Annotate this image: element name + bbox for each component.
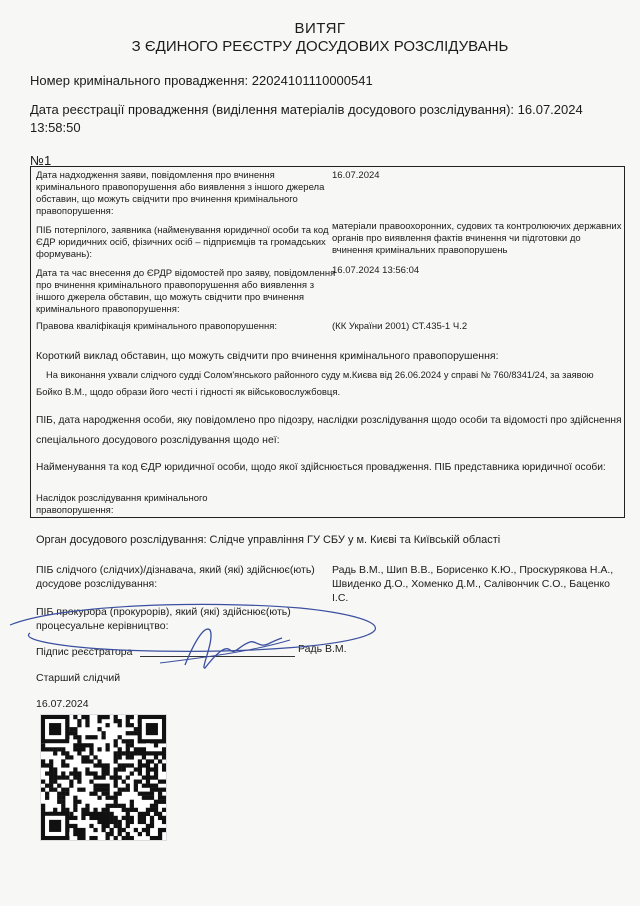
table-row-label: ПІБ потерпілого, заявника (найменування юридичної особи та код ЄДР юридичних осіб, фізичних осіб – підприємців та громадських формувань): [36,225,329,260]
document-subtitle: З ЄДИНОГО РЕЄСТРУ ДОСУДОВИХ РОЗСЛІДУВАНЬ [131,38,509,55]
registrar-signature-label: Підпис реєстратора [36,646,133,658]
table-row-label: Дата надходження заяви, повідомлення про вчинення кримінального правопорушення або виявлення з іншого джерела обставин, що можуть свідчити про вчинення кримінального правопорушення: [36,170,325,217]
investigators-value-3: І.С. [332,592,349,604]
table-row-value: 16.07.2024 [332,170,380,181]
handwritten-signature [0,600,640,680]
table-row-label: Правова кваліфікація кримінального правопорушення: [36,321,278,332]
investigators-value: Радь В.М., Шип В.В., Борисенко К.Ю., Проскурякова Н.А., [332,564,614,576]
investigation-authority: Орган досудового розслідування: Слідче управління ГУ СБУ у м. Києві та Київській області [36,534,501,546]
table-row-value: 16.07.2024 13:56:04 [332,265,420,276]
proceeding-number: Номер кримінального провадження: 22024101110000541 [30,73,373,88]
qr-code [40,714,167,841]
prosecutor-label: ПІБ прокурора (прокурорів), який (які) здійснює(ють) [36,606,291,618]
document-title: ВИТЯГ [294,20,346,37]
table-row-label: Дата та час внесення до ЄРДР відомостей про заяву, повідомлення про вчинення кримінального правопорушення або виявлення з іншого джерела обставин, що можуть свідчити про вчинення кримінального правопорушення: [36,268,336,315]
suspect-label-1: ПІБ, дата народження особи, яку повідомлено про підозру, наслідки розслідування щодо особи та відомості про здійснення [36,415,622,426]
registration-date: Дата реєстрації провадження (виділення матеріалів досудового розслідування): 16.07.2024 13:58:50 [30,102,583,135]
extract-date: 16.07.2024 [36,698,89,710]
investigators-label: ПІБ слідчого (слідчих)/дізнавача, який (які) здійснює(ють) [36,564,315,576]
result-label-2: правопорушення: [36,505,114,516]
investigators-label-2: досудове розслідування: [36,578,158,590]
prosecutor-label-2: процесуальне керівництво: [36,620,169,632]
legal-entity-label: Найменування та код ЄДР юридичної особи, щодо якої здійснюється провадження. ПІБ представника юридичної особи: [36,462,606,473]
summary-text-2: Бойко В.М., щодо образи його честі і гідності як військовослужбовця. [36,387,341,398]
registrar-position: Старший слідчий [36,672,121,684]
suspect-label-2: спеціального досудового розслідування щодо неї: [36,434,280,446]
table-row-value: матеріали правоохоронних, судових та контролюючих державних органів про виявлення фактів вчинення чи підготовки до вчинення кримінальних правопорушень [332,221,622,256]
summary-label: Короткий виклад обставин, що можуть свідчити про вчинення кримінального правопорушення: [36,350,499,362]
investigators-value-2: Швиденко Д.О., Хоменко Д.М., Салівончик С.О., Баценко [332,578,611,590]
result-label-1: Наслідок розслідування кримінального [36,493,208,504]
item-number: №1 [30,153,52,168]
summary-text-1: На виконання ухвали слідчого судді Солом'янського районного суду м.Києва від 26.06.2024 у справі № 760/8341/24, за заявою [46,370,594,380]
table-row-value: (КК України 2001) СТ.435-1 Ч.2 [332,321,468,332]
registrar-name: Радь В.М. [298,643,347,655]
